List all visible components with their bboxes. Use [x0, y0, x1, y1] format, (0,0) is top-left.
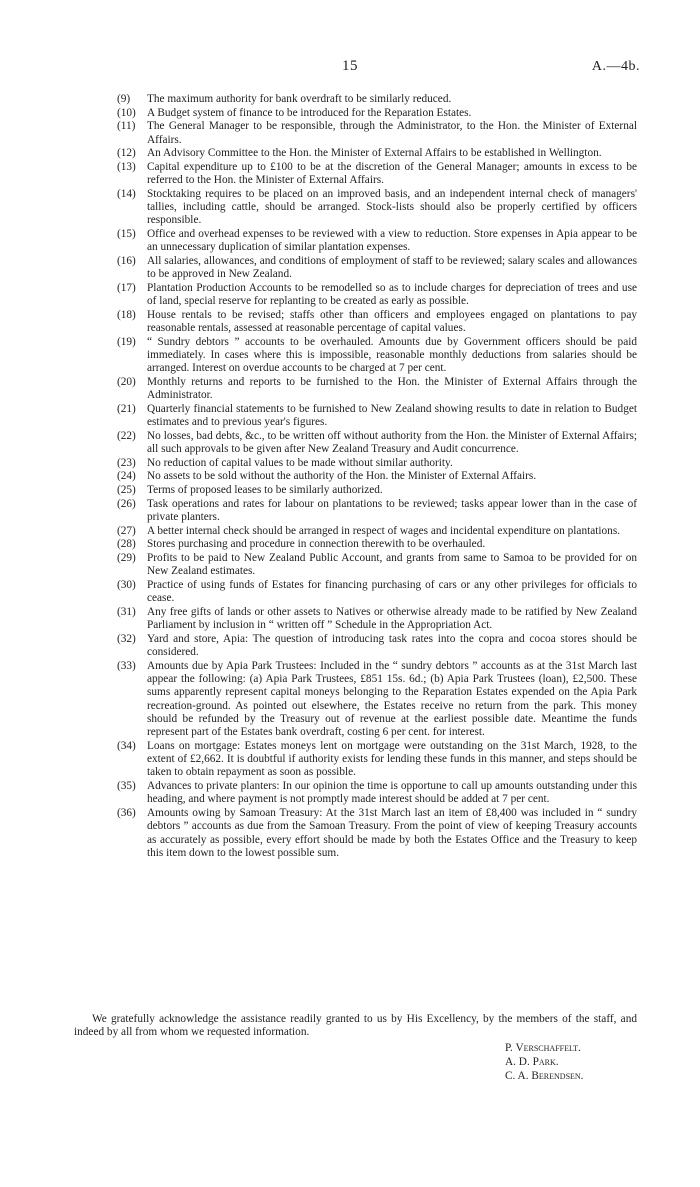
item-number: (19) [117, 335, 136, 348]
item-number: (11) [117, 120, 136, 133]
list-item [117, 606, 637, 633]
item-number: (20) [117, 376, 136, 389]
signature-berendsen: C. A. Berendsen. [505, 1070, 584, 1082]
list-item [117, 336, 637, 376]
item-number: (18) [117, 308, 136, 321]
item-text: The General Manager to be responsible, through the Administrator, to the Hon. the Minister of External Affairs. [147, 120, 637, 146]
list-item [117, 255, 637, 282]
list-item [117, 457, 637, 470]
item-number: (28) [117, 538, 136, 551]
item-text: All salaries, allowances, and conditions of employment of staff to be reviewed; salary scales and allowances to be approved in New Zealand. [147, 254, 637, 281]
item-number: (25) [117, 484, 136, 497]
item-number: (36) [117, 807, 136, 820]
item-text: “ Sundry debtors ” accounts to be overhauled. Amounts due by Government officers should be paid immediately. In cases where this is impossible, reasonable monthly deductions from salaries should be arranged. Interest on overdue accounts to be charged at 7 per cent. [147, 335, 637, 375]
item-number: (10) [117, 106, 136, 119]
item-number: (34) [117, 739, 136, 752]
item-text: Amounts owing by Samoan Treasury: At the 31st March last an item of £8,400 was included in “ sundry debtors ” accounts as due from the Samoan Treasury. From the point of view of keeping Treasury accounts as accurately as possible, every effort should be made by both the Estates Office and the Treasury to keep this item down to the lowest possible sum. [147, 807, 637, 859]
item-number: (9) [117, 93, 131, 105]
recommendations-list [117, 93, 637, 861]
item-number: (14) [117, 187, 136, 200]
item-text: Advances to private planters: In our opinion the time is opportune to call up amounts outstanding under this heading, and where payment is not promptly made interest should be added at 7 per cent. [147, 780, 637, 806]
item-text: No losses, bad debts, &c., to be written off without authority from the Hon. the Minister of External Affairs; all such approvals to be given after New Zealand Treasury and Audit concurrence. [147, 429, 637, 456]
item-text: House rentals to be revised; staffs other than officers and employees engaged on plantations to pay reasonable rentals, assessed at reasonable percentage of capital values. [147, 308, 637, 335]
list-item [117, 188, 637, 228]
list-item [117, 376, 637, 403]
item-text: A Budget system of finance to be introduced for the Reparation Estates. [147, 106, 472, 119]
item-text: Stocktaking requires to be placed on an improved basis, and an independent internal check of managers' tallies, including cattle, should be arranged. Stock-lists should also be properly certified by officers responsible. [147, 187, 637, 227]
item-number: (21) [117, 402, 136, 415]
item-text: Quarterly financial statements to be furnished to New Zealand showing results to date in relation to Budget estimates and to previous year's figures. [147, 402, 637, 429]
list-item [117, 120, 637, 147]
list-item [117, 525, 637, 538]
signature-block [505, 1041, 584, 1083]
item-number: (33) [117, 659, 136, 672]
list-item [117, 498, 637, 525]
page-number: 15 [342, 58, 358, 74]
item-number: (22) [117, 429, 136, 442]
list-item [117, 807, 637, 860]
item-number: (23) [117, 456, 136, 469]
list-item [117, 403, 637, 430]
list-item [117, 430, 637, 457]
item-number: (29) [117, 551, 136, 564]
list-item [117, 740, 637, 780]
item-text: Office and overhead expenses to be reviewed with a view to reduction. Store expenses in Apia appear to be an unnecessary duplication of similar plantation expenses. [147, 228, 637, 254]
list-item [117, 93, 637, 106]
list-item [117, 107, 637, 120]
item-text: Loans on mortgage: Estates moneys lent on mortgage were outstanding on the 31st March, 1928, to the extent of £2,662. It is doubtful if authority exists for lending these funds in this manner, and steps should be taken to obtain repayment as soon as possible. [147, 739, 637, 779]
item-number: (13) [117, 160, 136, 173]
item-text: No reduction of capital values to be made without similar authority. [147, 456, 453, 469]
item-text: An Advisory Committee to the Hon. the Minister of External Affairs to be established in Wellington. [147, 147, 602, 160]
item-text: Any free gifts of lands or other assets to Natives or otherwise already made to be ratified by New Zealand Parliament by inclusion in “ written off ” Schedule in the Appropriation Act. [147, 605, 637, 632]
item-number: (12) [117, 147, 136, 160]
item-text: Capital expenditure up to £100 to be at the discretion of the General Manager; amounts in excess to be referred to the Hon. the Minister of External Affairs. [147, 160, 637, 187]
list-item [117, 161, 637, 188]
signature-verschaffelt: P. Verschaffelt. [505, 1042, 581, 1054]
list-item [117, 147, 637, 160]
item-text: The maximum authority for bank overdraft to be similarly reduced. [147, 93, 452, 105]
list-item [117, 660, 637, 740]
list-item [117, 538, 637, 551]
item-text: Amounts due by Apia Park Trustees: Included in the “ sundry debtors ” accounts as at the 31st March last appear the following: (a) Apia Park Trustees, £851 15s. 6d.; (b) Apia Park Trustees (loan), £2,500. These sums apparently represent capital moneys belonging to the Reparation Estates expended on the Apia Park recreation-ground. As pointed out elsewhere, the Estates receive no return from the park. This money should be refunded by the Treasury out of revenue at the earliest possible date. Meantime the funds represent part of the Estates bank overdraft, costing 6 per cent. for interest. [147, 659, 637, 739]
list-item [117, 484, 637, 497]
closing-paragraph: We gratefully acknowledge the assistance readily granted to us by His Excellency, by the members of the staff, and indeed by all from whom we requested information. [74, 1013, 637, 1039]
signature-park: A. D. Park. [505, 1056, 559, 1068]
item-number: (17) [117, 281, 136, 294]
item-number: (31) [117, 605, 136, 618]
item-number: (24) [117, 470, 136, 483]
item-number: (27) [117, 524, 136, 537]
item-text: Practice of using funds of Estates for financing purchasing of cars or any other privileges for officials to cease. [147, 578, 637, 605]
item-text: Terms of proposed leases to be similarly authorized. [147, 484, 383, 497]
item-text: Yard and store, Apia: The question of introducing task rates into the copra and cocoa stores should be considered. [147, 632, 637, 659]
item-text: Profits to be paid to New Zealand Public Account, and grants from same to Samoa to be provided for on New Zealand estimates. [147, 551, 637, 578]
item-text: Monthly returns and reports to be furnished to the Hon. the Minister of External Affairs through the Administrator. [147, 376, 637, 402]
list-item [117, 552, 637, 579]
item-number: (35) [117, 780, 136, 793]
list-item [117, 282, 637, 309]
list-item [117, 228, 637, 255]
list-item [117, 633, 637, 660]
item-number: (32) [117, 632, 136, 645]
list-item [117, 470, 637, 483]
item-text: A better internal check should be arranged in respect of wages and incidental expenditure on plantations. [147, 524, 621, 537]
list-item [117, 579, 637, 606]
item-text: No assets to be sold without the authority of the Hon. the Minister of External Affairs. [147, 470, 537, 483]
item-number: (30) [117, 578, 136, 591]
item-number: (16) [117, 254, 136, 267]
document-reference: A.—4b. [591, 59, 640, 74]
item-text: Task operations and rates for labour on plantations to be reviewed; tasks appear lower than in the case of private planters. [147, 497, 637, 524]
list-item [117, 309, 637, 336]
item-text: Plantation Production Accounts to be remodelled so as to include charges for depreciation of trees and use of land, special reserve for replanting to be created as early as possible. [147, 281, 637, 308]
item-text: Stores purchasing and procedure in connection therewith to be overhauled. [147, 538, 486, 551]
item-number: (26) [117, 497, 136, 510]
list-item [117, 780, 637, 807]
item-number: (15) [117, 228, 136, 241]
